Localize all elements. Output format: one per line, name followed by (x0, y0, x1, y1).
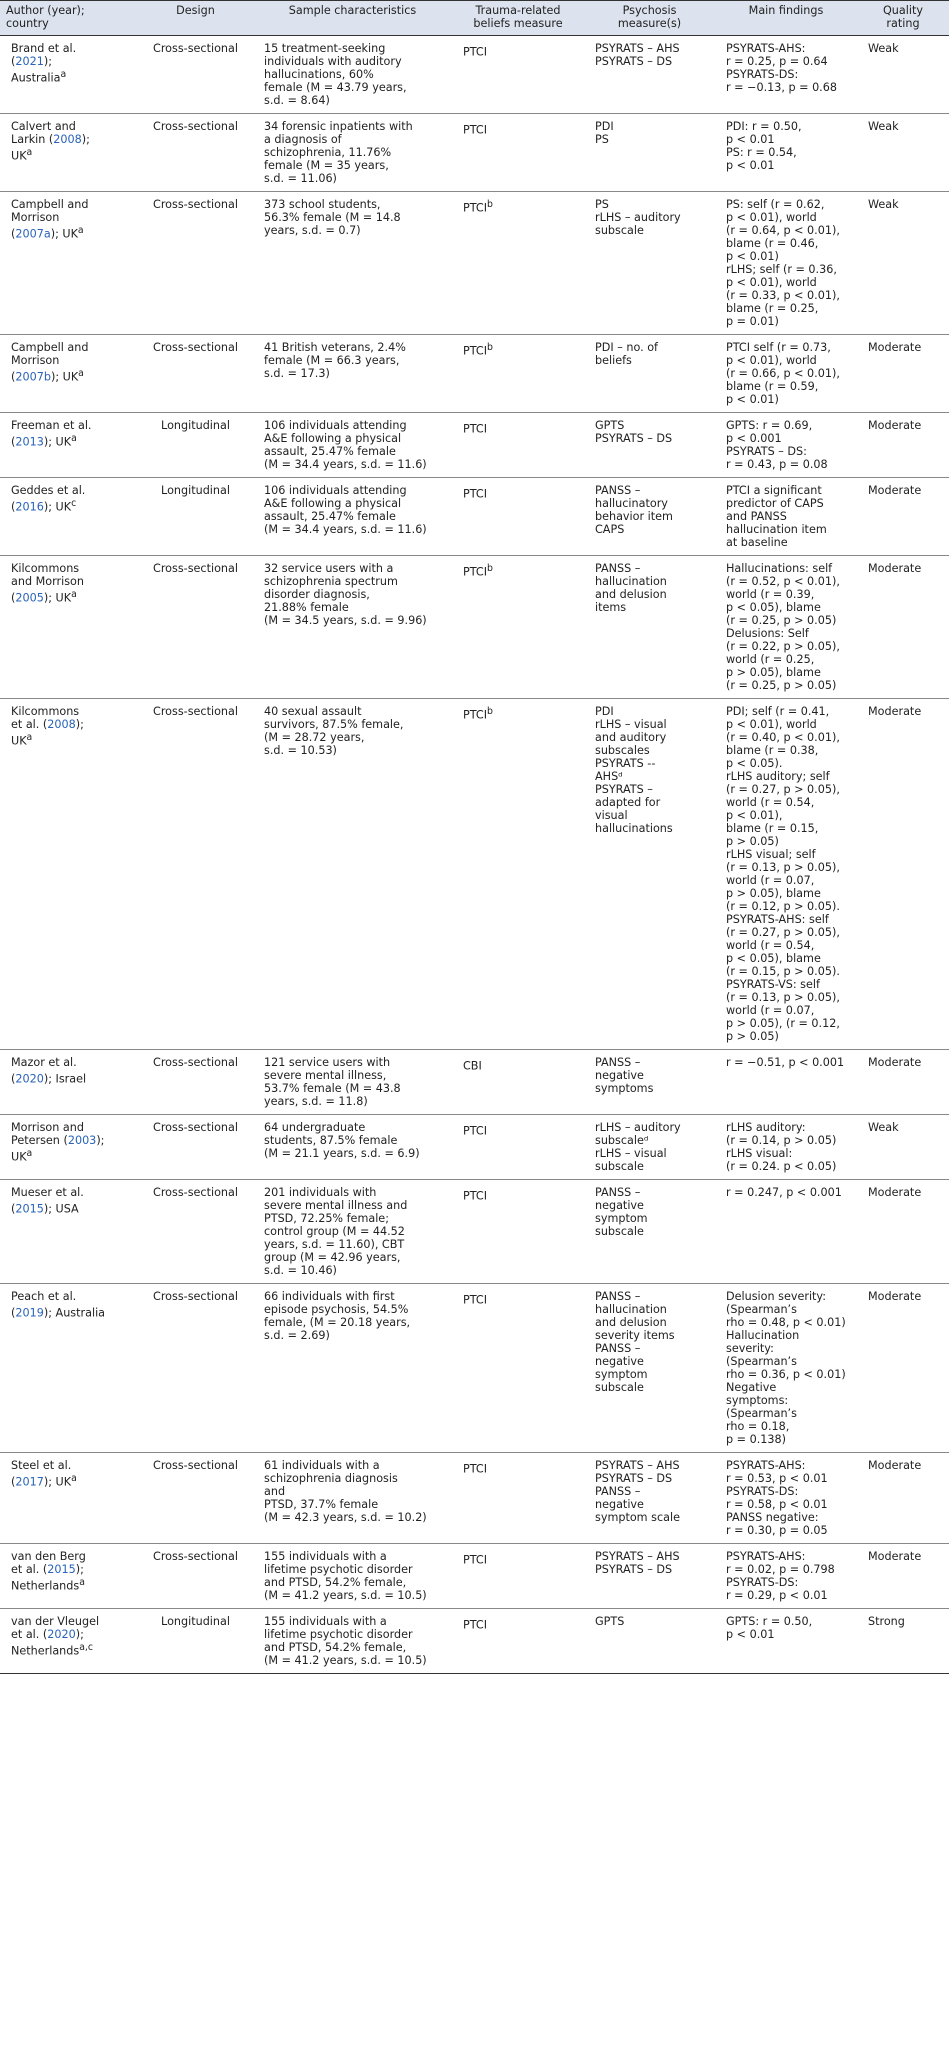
quality-cell: Weak (857, 114, 949, 192)
beliefs-measure: PTCI (463, 1189, 488, 1203)
quality-cell: Moderate (857, 556, 949, 699)
findings-cell: PS: self (r = 0.62, p < 0.01), world (r = 0.64, p < 0.01), blame (r = 0.46, p < 0.01) rLHS; self (r = 0.36, p < 0.01), world (r = 0.33, p < 0.01), blame (r = 0.25, p = 0.01) (715, 192, 857, 335)
beliefs-measure: PTCI (463, 1293, 488, 1307)
header-quality: Quality rating (857, 1, 949, 36)
year-link[interactable]: 2019 (15, 1306, 44, 1320)
author-text: Freeman et al. ( (11, 419, 92, 449)
findings-cell: GPTS: r = 0.69, p < 0.001 PSYRATS – DS: r = 0.43, p = 0.08 (715, 413, 857, 478)
author-cell (0, 413, 138, 478)
sample-cell: 66 individuals with first episode psychosis, 54.5% female, (M = 20.18 years, s.d. = 2.69) (253, 1284, 452, 1453)
findings-cell: GPTS: r = 0.50, p < 0.01 (715, 1609, 857, 1674)
year-link[interactable]: 2021 (15, 55, 44, 68)
author-cell (0, 335, 138, 413)
beliefs-cell (452, 413, 584, 478)
beliefs-cell (452, 1453, 584, 1544)
design-cell: Longitudinal (138, 1609, 253, 1674)
author-country: ); UK (43, 591, 72, 605)
author-footnote: a (71, 1473, 77, 1484)
author-footnote: a (78, 368, 84, 379)
sample-cell: 40 sexual assault survivors, 87.5% female, (M = 28.72 years, s.d. = 10.53) (253, 699, 452, 1050)
quality-cell: Weak (857, 192, 949, 335)
author-footnote: a (71, 433, 77, 444)
psychosis-cell: PSYRATS – AHS PSYRATS – DS (584, 36, 715, 114)
author-footnote: a (79, 1577, 85, 1588)
design-cell: Cross-sectional (138, 1050, 253, 1115)
author-country: ); UK (43, 1475, 72, 1489)
quality-cell: Moderate (857, 1544, 949, 1609)
findings-cell: PTCI a significant predictor of CAPS and PANSS hallucination item at baseline (715, 478, 857, 556)
table-row (0, 1609, 949, 1674)
findings-cell: PTCI self (r = 0.73, p < 0.01), world (r = 0.66, p < 0.01), blame (r = 0.59, p < 0.01) (715, 335, 857, 413)
header-beliefs: Trauma-related beliefs measure (452, 1, 584, 36)
table-row (0, 192, 949, 335)
psychosis-cell: PSYRATS – AHS PSYRATS – DS PANSS – negative symptom scale (584, 1453, 715, 1544)
sample-cell: 41 British veterans, 2.4% female (M = 66.3 years, s.d. = 17.3) (253, 335, 452, 413)
beliefs-cell (452, 1050, 584, 1115)
sample-cell: 121 service users with severe mental illness, 53.7% female (M = 43.8 years, s.d. = 11.8) (253, 1050, 452, 1115)
author-country: ); Australia (43, 1306, 106, 1320)
author-text: Calvert and Larkin ( (11, 120, 76, 146)
author-text: Brand et al. ( (11, 42, 77, 68)
design-cell: Cross-sectional (138, 1284, 253, 1453)
psychosis-cell: PANSS – hallucination and delusion severity items PANSS – negative symptom subscale (584, 1284, 715, 1453)
author-country: ); Israel (43, 1072, 87, 1086)
year-link[interactable]: 2007a (15, 227, 51, 241)
beliefs-footnote: b (487, 706, 493, 717)
design-cell: Cross-sectional (138, 192, 253, 335)
author-text: Kilcommons and Morrison ( (11, 562, 84, 605)
header-design: Design (138, 1, 253, 36)
author-footnote: a (71, 589, 77, 600)
beliefs-cell (452, 1609, 584, 1674)
beliefs-cell (452, 478, 584, 556)
sample-cell: 373 school students, 56.3% female (M = 14.8 years, s.d. = 0.7) (253, 192, 452, 335)
author-cell (0, 1453, 138, 1544)
author-footnote: a (26, 732, 33, 743)
findings-cell: PDI; self (r = 0.41, p < 0.01), world (r = 0.40, p < 0.01), blame (r = 0.38, p < 0.05). rLHS auditory; self (r = 0.27, p > 0.05), world (r = 0.54, p < 0.01), blame (r = 0.15, p > 0.05) rLHS visual; self (r = 0.13, p > 0.05), world (r = 0.07, p > 0.05), blame (r = 0.12, p > 0.05). PSYRATS-AHS: self (r = 0.27, p > 0.05), world (r = 0.54, p < 0.05), blame (r = 0.15, p > 0.05). PSYRATS-VS: self (r = 0.13, p > 0.05), world (r = 0.07, p > 0.05), (r = 0.12, p > 0.05) (715, 699, 857, 1050)
author-cell (0, 1180, 138, 1284)
author-text: van den Berg et al. ( (11, 1550, 86, 1576)
author-text: Kilcommons et al. ( (11, 705, 80, 731)
beliefs-cell (452, 1284, 584, 1453)
sample-cell: 155 individuals with a lifetime psychotic disorder and PTSD, 54.2% female, (M = 41.2 years, s.d. = 10.5) (253, 1544, 452, 1609)
table-row (0, 413, 949, 478)
design-cell: Cross-sectional (138, 335, 253, 413)
quality-cell: Moderate (857, 1050, 949, 1115)
design-cell: Longitudinal (138, 478, 253, 556)
sample-cell: 201 individuals with severe mental illness and PTSD, 72.25% female; control group (M = 44.52 years, s.d. = 11.60), CBT group (M = 42.96 years, s.d. = 10.46) (253, 1180, 452, 1284)
psychosis-cell: PS rLHS – auditory subscale (584, 192, 715, 335)
table-row (0, 1180, 949, 1284)
year-link[interactable]: 2015 (47, 1563, 76, 1576)
author-cell (0, 1609, 138, 1674)
beliefs-cell (452, 1544, 584, 1609)
beliefs-measure: PTCI (463, 487, 488, 501)
author-footnote: c (71, 498, 77, 509)
psychosis-cell: GPTS PSYRATS – DS (584, 413, 715, 478)
beliefs-cell (452, 335, 584, 413)
author-text: Campbell and Morrison ( (11, 341, 89, 384)
year-link[interactable]: 2008 (53, 133, 82, 146)
sample-cell: 106 individuals attending A&E following a physical assault, 25.47% female (M = 34.4 years, s.d. = 11.6) (253, 478, 452, 556)
table-row (0, 1544, 949, 1609)
author-text: Peach et al. ( (11, 1290, 77, 1320)
beliefs-measure: PTCI (463, 422, 488, 436)
beliefs-cell (452, 1180, 584, 1284)
author-cell (0, 556, 138, 699)
author-footnote: a (26, 1148, 33, 1159)
design-cell: Cross-sectional (138, 1544, 253, 1609)
beliefs-cell (452, 192, 584, 335)
author-cell (0, 478, 138, 556)
author-text: Morrison and Petersen ( (11, 1121, 84, 1147)
author-cell (0, 1544, 138, 1609)
table-row (0, 335, 949, 413)
beliefs-measure: PTCI (463, 45, 488, 59)
author-country: ); UK (50, 227, 78, 241)
design-cell: Cross-sectional (138, 1180, 253, 1284)
beliefs-cell (452, 699, 584, 1050)
quality-cell: Moderate (857, 478, 949, 556)
findings-cell: PSYRATS-AHS: r = 0.53, p < 0.01 PSYRATS-DS: r = 0.58, p < 0.01 PANSS negative: r = 0.30, p = 0.05 (715, 1453, 857, 1544)
beliefs-measure: PTCI (463, 201, 488, 215)
author-country: ); UK (43, 435, 72, 449)
author-text: van der Vleugel et al. ( (11, 1615, 100, 1641)
year-link[interactable]: 2020 (47, 1628, 76, 1641)
author-country: ); UK (11, 1134, 105, 1164)
year-link[interactable]: 2005 (15, 591, 44, 605)
findings-cell: Delusion severity: (Spearman’s rho = 0.48, p < 0.01) Hallucination severity: (Spearman’s rho = 0.36, p < 0.01) Negative symptoms: (Spearman’s rho = 0.18, p = 0.138) (715, 1284, 857, 1453)
beliefs-footnote: b (487, 342, 493, 353)
beliefs-footnote: b (487, 199, 493, 210)
findings-cell: r = −0.51, p < 0.001 (715, 1050, 857, 1115)
author-country: ); USA (43, 1202, 79, 1216)
author-footnote: a,c (79, 1642, 94, 1653)
author-cell (0, 1284, 138, 1453)
beliefs-measure: PTCI (463, 1618, 488, 1632)
beliefs-measure: PTCI (463, 565, 488, 579)
header-author: Author (year); country (0, 1, 138, 36)
beliefs-footnote: b (487, 563, 493, 574)
design-cell: Cross-sectional (138, 699, 253, 1050)
author-country: ); UK (11, 718, 84, 748)
author-text: Mazor et al. ( (11, 1056, 77, 1086)
author-country: ); Netherlands (11, 1563, 84, 1593)
author-country: ); Netherlands (11, 1628, 84, 1658)
psychosis-cell: rLHS – auditory subscaleᵈ rLHS – visual subscale (584, 1115, 715, 1180)
author-country: ); Australia (11, 55, 61, 85)
author-cell (0, 699, 138, 1050)
year-link[interactable]: 2017 (15, 1475, 44, 1489)
table-row (0, 1284, 949, 1453)
sample-cell: 15 treatment-seeking individuals with auditory hallucinations, 60% female (M = 43.79 years, s.d. = 8.64) (253, 36, 452, 114)
sample-cell: 32 service users with a schizophrenia spectrum disorder diagnosis, 21.88% female (M = 34.5 years, s.d. = 9.96) (253, 556, 452, 699)
author-footnote: a (60, 69, 67, 80)
findings-cell: rLHS auditory: (r = 0.14, p > 0.05) rLHS visual: (r = 0.24. p < 0.05) (715, 1115, 857, 1180)
quality-cell: Moderate (857, 699, 949, 1050)
beliefs-measure: PTCI (463, 1462, 488, 1476)
year-link[interactable]: 2008 (47, 718, 76, 731)
findings-cell: r = 0.247, p < 0.001 (715, 1180, 857, 1284)
table-row (0, 36, 949, 114)
year-link[interactable]: 2003 (67, 1134, 97, 1147)
year-link[interactable]: 2020 (15, 1072, 44, 1086)
author-text: Campbell and Morrison ( (11, 198, 89, 241)
author-cell (0, 1050, 138, 1115)
sample-cell: 155 individuals with a lifetime psychotic disorder and PTSD, 54.2% female, (M = 41.2 years, s.d. = 10.5) (253, 1609, 452, 1674)
header-sample: Sample characteristics (253, 1, 452, 36)
design-cell: Cross-sectional (138, 114, 253, 192)
design-cell: Cross-sectional (138, 36, 253, 114)
table-row (0, 556, 949, 699)
header-psychosis: Psychosis measure(s) (584, 1, 715, 36)
quality-cell: Weak (857, 36, 949, 114)
quality-cell: Moderate (857, 413, 949, 478)
author-country: ); UK (43, 500, 72, 514)
author-text: Steel et al. ( (11, 1459, 72, 1489)
quality-cell: Moderate (857, 1180, 949, 1284)
beliefs-cell (452, 556, 584, 699)
beliefs-cell (452, 1115, 584, 1180)
author-footnote: a (77, 225, 84, 236)
year-link[interactable]: 2013 (15, 435, 44, 449)
psychosis-cell: PANSS – negative symptom subscale (584, 1180, 715, 1284)
year-link[interactable]: 2007b (15, 370, 51, 384)
quality-cell: Weak (857, 1115, 949, 1180)
beliefs-measure: PTCI (463, 708, 488, 722)
author-country: ); UK (50, 370, 79, 384)
findings-cell: PDI: r = 0.50, p < 0.01 PS: r = 0.54, p < 0.01 (715, 114, 857, 192)
author-country: ); UK (11, 133, 90, 163)
beliefs-measure: PTCI (463, 1124, 488, 1138)
author-cell (0, 1115, 138, 1180)
psychosis-cell: GPTS (584, 1609, 715, 1674)
table-row (0, 478, 949, 556)
beliefs-cell (452, 36, 584, 114)
design-cell: Cross-sectional (138, 556, 253, 699)
author-cell (0, 192, 138, 335)
findings-cell: PSYRATS-AHS: r = 0.25, p = 0.64 PSYRATS-DS: r = −0.13, p = 0.68 (715, 36, 857, 114)
author-text: Geddes et al. ( (11, 484, 86, 514)
author-text: Mueser et al. ( (11, 1186, 84, 1216)
author-cell (0, 36, 138, 114)
psychosis-cell: PANSS – negative symptoms (584, 1050, 715, 1115)
beliefs-measure: CBI (463, 1059, 482, 1073)
table-row (0, 1050, 949, 1115)
quality-cell: Strong (857, 1609, 949, 1674)
table-row (0, 114, 949, 192)
beliefs-cell (452, 114, 584, 192)
beliefs-measure: PTCI (463, 123, 488, 137)
psychosis-cell: PANSS – hallucinatory behavior item CAPS (584, 478, 715, 556)
psychosis-cell: PDI – no. of beliefs (584, 335, 715, 413)
quality-cell: Moderate (857, 1284, 949, 1453)
quality-cell: Moderate (857, 1453, 949, 1544)
quality-cell: Moderate (857, 335, 949, 413)
psychosis-cell: PDI rLHS – visual and auditory subscales PSYRATS -- AHSᵈ PSYRATS – adapted for visual hallucinations (584, 699, 715, 1050)
header-row (0, 1, 949, 36)
sample-cell: 64 undergraduate students, 87.5% female (M = 21.1 years, s.d. = 6.9) (253, 1115, 452, 1180)
author-footnote: a (26, 147, 33, 158)
sample-cell: 106 individuals attending A&E following a physical assault, 25.47% female (M = 34.4 years, s.d. = 11.6) (253, 413, 452, 478)
year-link[interactable]: 2016 (15, 500, 44, 514)
psychosis-cell: PSYRATS – AHS PSYRATS – DS (584, 1544, 715, 1609)
table-row (0, 1453, 949, 1544)
design-cell: Cross-sectional (138, 1453, 253, 1544)
findings-cell: Hallucinations: self (r = 0.52, p < 0.01), world (r = 0.39, p < 0.05), blame (r = 0.25, p > 0.05) Delusions: Self (r = 0.22, p > 0.05), world (r = 0.25, p > 0.05), blame (r = 0.25, p > 0.05) (715, 556, 857, 699)
findings-cell: PSYRATS-AHS: r = 0.02, p = 0.798 PSYRATS-DS: r = 0.29, p < 0.01 (715, 1544, 857, 1609)
beliefs-measure: PTCI (463, 344, 488, 358)
sample-cell: 34 forensic inpatients with a diagnosis of schizophrenia, 11.76% female (M = 35 years, s.d. = 11.06) (253, 114, 452, 192)
table-row (0, 699, 949, 1050)
sample-cell: 61 individuals with a schizophrenia diagnosis and PTSD, 37.7% female (M = 42.3 years, s.d. = 10.2) (253, 1453, 452, 1544)
table-row (0, 1115, 949, 1180)
year-link[interactable]: 2015 (15, 1202, 44, 1216)
author-cell (0, 114, 138, 192)
header-findings: Main findings (715, 1, 857, 36)
psychosis-cell: PANSS – hallucination and delusion items (584, 556, 715, 699)
beliefs-measure: PTCI (463, 1553, 488, 1567)
design-cell: Longitudinal (138, 413, 253, 478)
design-cell: Cross-sectional (138, 1115, 253, 1180)
psychosis-cell: PDI PS (584, 114, 715, 192)
